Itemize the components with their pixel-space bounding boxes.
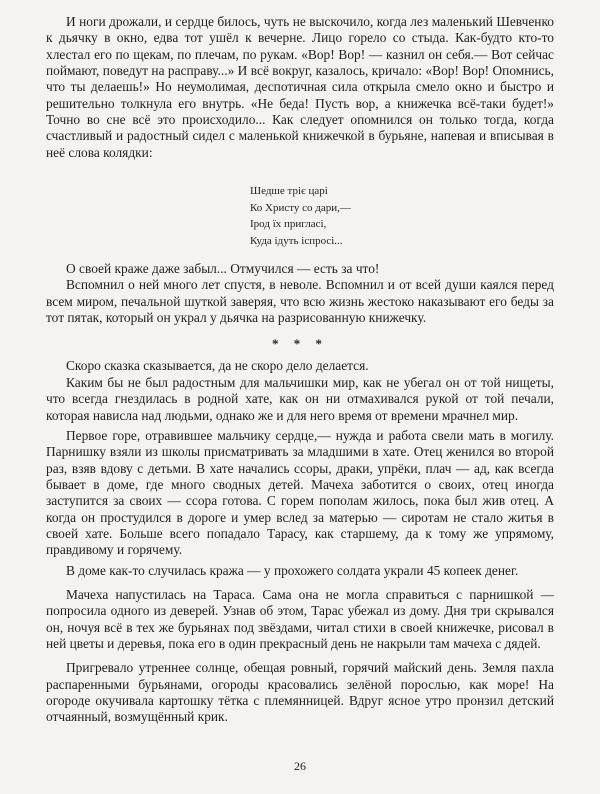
section-separator: * * * [272, 336, 328, 352]
page-number: 26 [294, 759, 306, 773]
poem-line: Ірод їх пригласі, [250, 218, 327, 231]
poem-line: Шедше тріє царі [250, 185, 328, 198]
paragraph-theft-soldier: В доме как-то случилась кража — у прохожего солдата украли 45 копеек денег. [66, 562, 519, 578]
poem-line: Куда ідуть іспросі... [250, 234, 343, 247]
paragraph-world: Каким бы не был радостным для мальчишки мир, как не убегал он от той нищеты, что всегда гнездилась в родной хате, как он ни отмахивался рукой от той печали, которая нависла над людьми, однако же и для него время от времени мрачнел мир. [46, 374, 554, 423]
paragraph-forgot: О своей краже даже забыл... Отмучился — есть за что! [66, 261, 380, 277]
paragraph-morning: Пригревало утреннее солнце, обещая ровный, горячий майский день. Земля пахла распаренными бурьянами, огороды красовались зелёной порослью, как море! На огороде окучивала картошку тётка с племянницей. Вдруг ясное утро пронзил детский отчаянный, возмущённый крик. [46, 660, 554, 725]
paragraph-stepmother: Мачеха напустилась на Тараса. Сама она не могла справиться с парнишкой — попросила одного из деверей. Узнав об этом, Тарас убежал из дому. Дня три скрывался он, ночуя всё в тех же бурьянах под звёздами, читал стихи в своей книжечке, рисовал в ней цветы и деревья, пока его в один прекрасный день не накрыли там мачеха с дядей. [46, 586, 554, 651]
paragraph-theft: И ноги дрожали, и сердце билось, чуть не выскочило, когда лез маленький Шевченко к дьячку в окно, едва тот ушёл к вечерне. Лицо горело со стыда. Как-будто кто-то хлестал его по щекам, по плечам, по рукам. «Вор! Вор! — казнил он себя.— Вот сейчас поймают, поведут на расправу...» И всё вокруг, казалось, кричало: «Вор! Вор! Опомнись, что ты делаешь!» Но неумолимая, деспотичная сила открыла смело окно и быстро и решительно толкнула его внутрь. «Не беда! Пусть вор, а книжечка всё-таки будет!» Точно во сне всё это происходило... Как следует опомнился он только тогда, когда счастливый и радостный сидел с маленькой книжечкой в бурьяне, напевая и вписывая в неё слова колядки: [46, 14, 554, 160]
carol-poem [250, 183, 554, 249]
paragraph-remembered: Вспомнил о ней много лет спустя, в неволе. Вспомнил и от всей души каялся перед всем миром, печальной шуткой заверяя, что всю жизнь жестоко наказывают его беды за тот пятак, который он украл у дьячка на разрисованную книжечку. [46, 277, 554, 326]
paragraph-first-grief: Первое горе, отравившее мальчику сердце,— нужда и работа свели мать в могилу. Парнишку взяли из школы присматривать за младшими в хате. Отец женился во второй раз, взяв вдову с детьми. В хате начались ссоры, драки, упрёки, плач — ад, как всегда бывает в доме, где много сводных детей. Мачеха заботится о своих, отец иногда заступится за своих — ссора готова. С горем пополам жилось, пока был жив отец. А когда он простудился в дороге и умер вслед за матерью — сиротам не стало житья в своей хате. Больше всего попадало Тарасу, как старшему, да к тому же упрямому, правдивому и горячему. [46, 427, 554, 558]
poem-line: Ко Христу со дари,— [250, 201, 351, 214]
paragraph-tale: Скоро сказка сказывается, да не скоро дело делается. [66, 358, 369, 374]
